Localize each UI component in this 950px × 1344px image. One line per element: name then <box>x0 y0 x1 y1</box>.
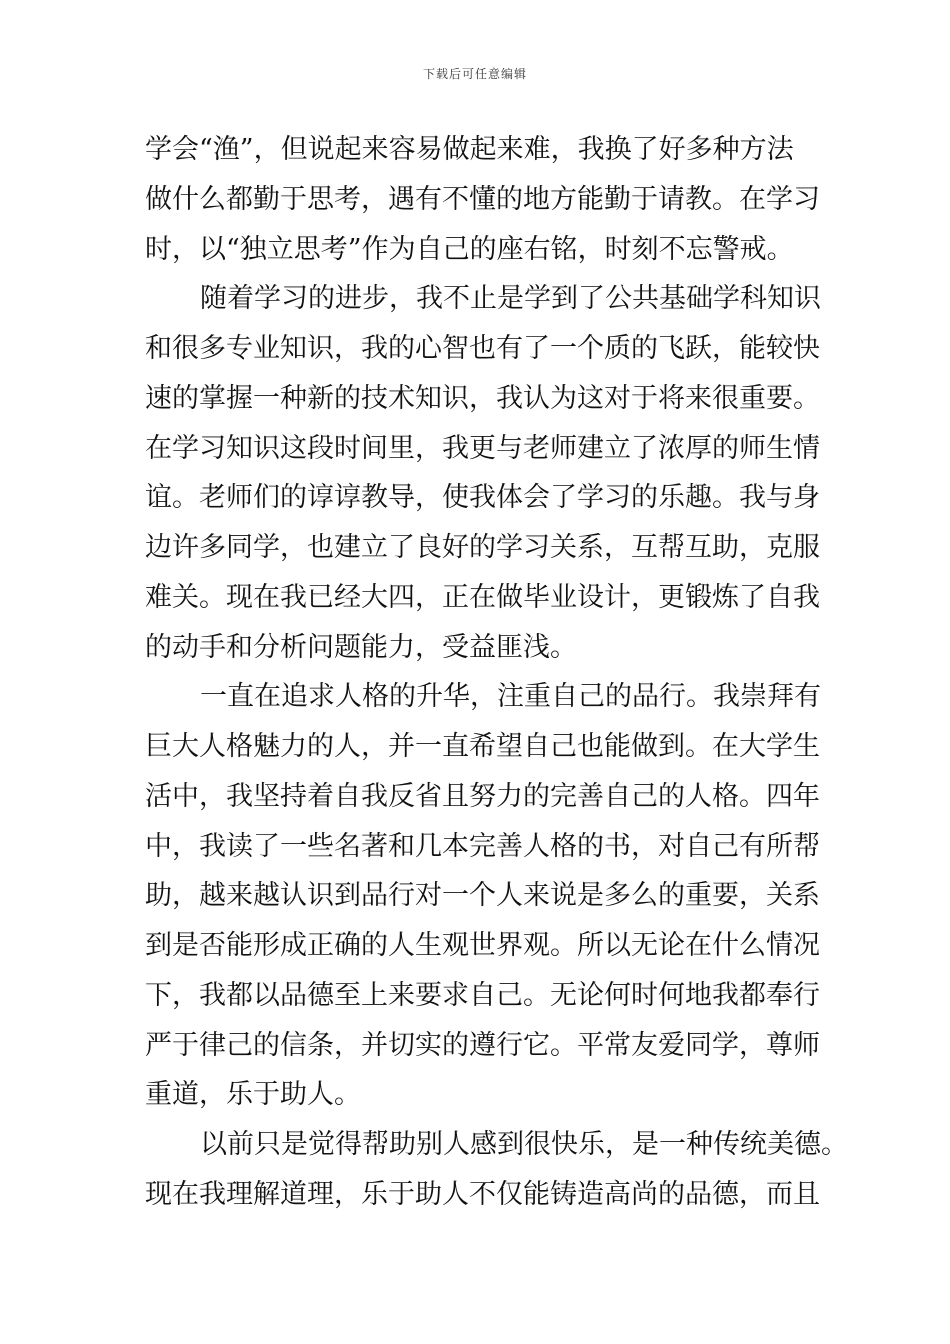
paragraph-first-line: 随着学习的进步，我不止是学到了公共基础学科知识 <box>200 283 821 315</box>
paragraph-first-line: 以前只是觉得帮助别人感到很快乐，是一种传统美德。 <box>200 1129 848 1160</box>
body-text <box>145 125 848 1220</box>
text-line: 巨大人格魅力的人，并一直希望自己也能做到。在大学生 <box>145 731 820 762</box>
text-line: 谊。老师们的谆谆教导，使我体会了学习的乐趣。我与身 <box>145 482 820 514</box>
text-line: 的动手和分析问题能力，受益匪浅。 <box>145 631 577 663</box>
text-line: 重道，乐于助人。 <box>145 1079 361 1111</box>
text-line: 现在我理解道理，乐于助人不仅能铸造高尚的品德，而且 <box>145 1178 820 1210</box>
page-header: 下载后可任意编辑 <box>422 67 527 81</box>
text-line: 助，越来越认识到品行对一个人来说是多么的重要，关系 <box>145 880 820 912</box>
text-line: 活中，我坚持着自我反省且努力的完善自己的人格。四年 <box>145 780 820 812</box>
text-line: 边许多同学，也建立了良好的学习关系，互帮互助，克服 <box>145 532 820 563</box>
text-line: 时，以“独立思考”作为自己的座右铭，时刻不忘警戒。 <box>145 233 794 265</box>
text-line: 难关。现在我已经大四，正在做毕业设计，更锻炼了自我 <box>145 581 820 613</box>
text-line: 速的掌握一种新的技术知识，我认为这对于将来很重要。 <box>145 382 820 414</box>
paragraph-first-line: 一直在追求人格的升华，注重自己的品行。我崇拜有 <box>200 681 821 713</box>
text-line: 下，我都以品德至上来要求自己。无论何时何地我都奉行 <box>145 979 820 1011</box>
text-line: 在学习知识这段时间里，我更与老师建立了浓厚的师生情 <box>145 432 820 464</box>
text-line: 到是否能形成正确的人生观世界观。所以无论在什么情况 <box>145 930 820 961</box>
text-line: 做什么都勤于思考，遇有不懂的地方能勤于请教。在学习 <box>145 183 820 215</box>
text-line: 和很多专业知识，我的心智也有了一个质的飞跃，能较快 <box>145 333 820 364</box>
text-line: 中，我读了一些名著和几本完善人格的书，对自己有所帮 <box>145 830 820 862</box>
text-line: 学会“渔”，但说起来容易做起来难，我换了好多种方法 <box>145 134 794 165</box>
text-line: 严于律己的信条，并切实的遵行它。平常友爱同学，尊师 <box>145 1029 820 1061</box>
